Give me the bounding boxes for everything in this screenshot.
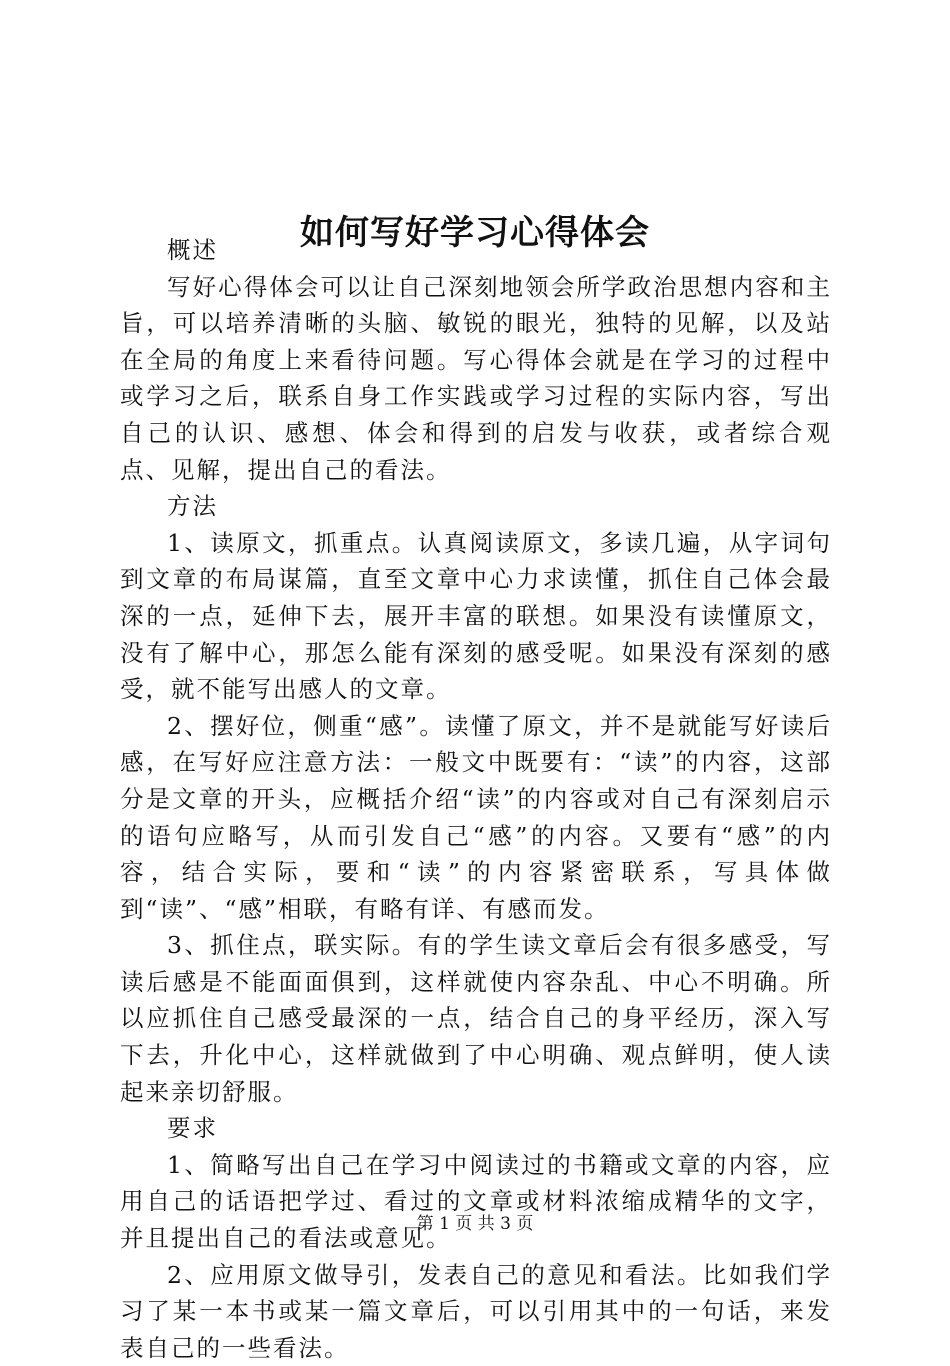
- section-heading-method: 方法: [167, 492, 218, 521]
- paragraph-requirement-2: 2、应用原文做导引，发表自己的意见和看法。比如我们学习了某一本书或某一篇文章后，可以引用其中的一句话，来发表自己的一些看法。: [120, 1260, 832, 1362]
- section-heading-requirements: 要求: [167, 1114, 218, 1143]
- paragraph-method-1: 1、读原文，抓重点。认真阅读原文，多读几遍，从字词句到文章的布局谋篇，直至文章中心力求读懂，抓住自己体会最深的一点，延伸下去，展开丰富的联想。如果没有读懂原文，没有了解中心，那怎么能有深刻的感受呢。如果没有深刻的感受，就不能写出感人的文章。: [120, 528, 832, 704]
- paragraph-method-3: 3、抓住点，联实际。有的学生读文章后会有很多感受，写读后感是不能面面俱到，这样就使内容杂乱、中心不明确。所以应抓住自己感受最深的一点，结合自己的身平经历，深入写下去，升化中心，这样就做到了中心明确、观点鲜明，使人读起来亲切舒服。: [120, 931, 832, 1106]
- document-body: [120, 232, 832, 1366]
- paragraph-overview: 写好心得体会可以让自己深刻地领会所学政治思想内容和主旨，可以培养清晰的头脑、敏锐的眼光，独特的见解，以及站在全局的角度上来看待问题。写心得体会就是在学习的过程中或学习之后，联系自身工作实践或学习过程的实际内容，写出自己的认识、感想、体会和得到的启发与收获，或者综合观点、见解，提出自己的看法。: [120, 272, 832, 484]
- document-title: 如何写好学习心得体会: [300, 212, 650, 253]
- section-heading-overview: 概述: [167, 236, 218, 264]
- paragraph-requirement-1: 1、简略写出自己在学习中阅读过的书籍或文章的内容，应用自己的话语把学过、看过的文章或材料浓缩成精华的文字，并且提出自己的看法或意见。: [120, 1150, 832, 1253]
- paragraph-method-2: 2、摆好位，侧重“感”。读懂了原文，并不是就能写好读后感，在写好应注意方法：一般文中既要有：“读”的内容，这部分是文章的开头，应概括介绍“读”的内容或对自己有深刻启示的语句应略写，从而引发自己“感”的内容。又要有“感”的内容，结合实际，要和“读”的内容紧密联系，写具体做到“读”、“感”相联，有略有详、有感而发。: [120, 711, 832, 923]
- page-number-footer: 第 1 页 共 3 页: [416, 1214, 534, 1234]
